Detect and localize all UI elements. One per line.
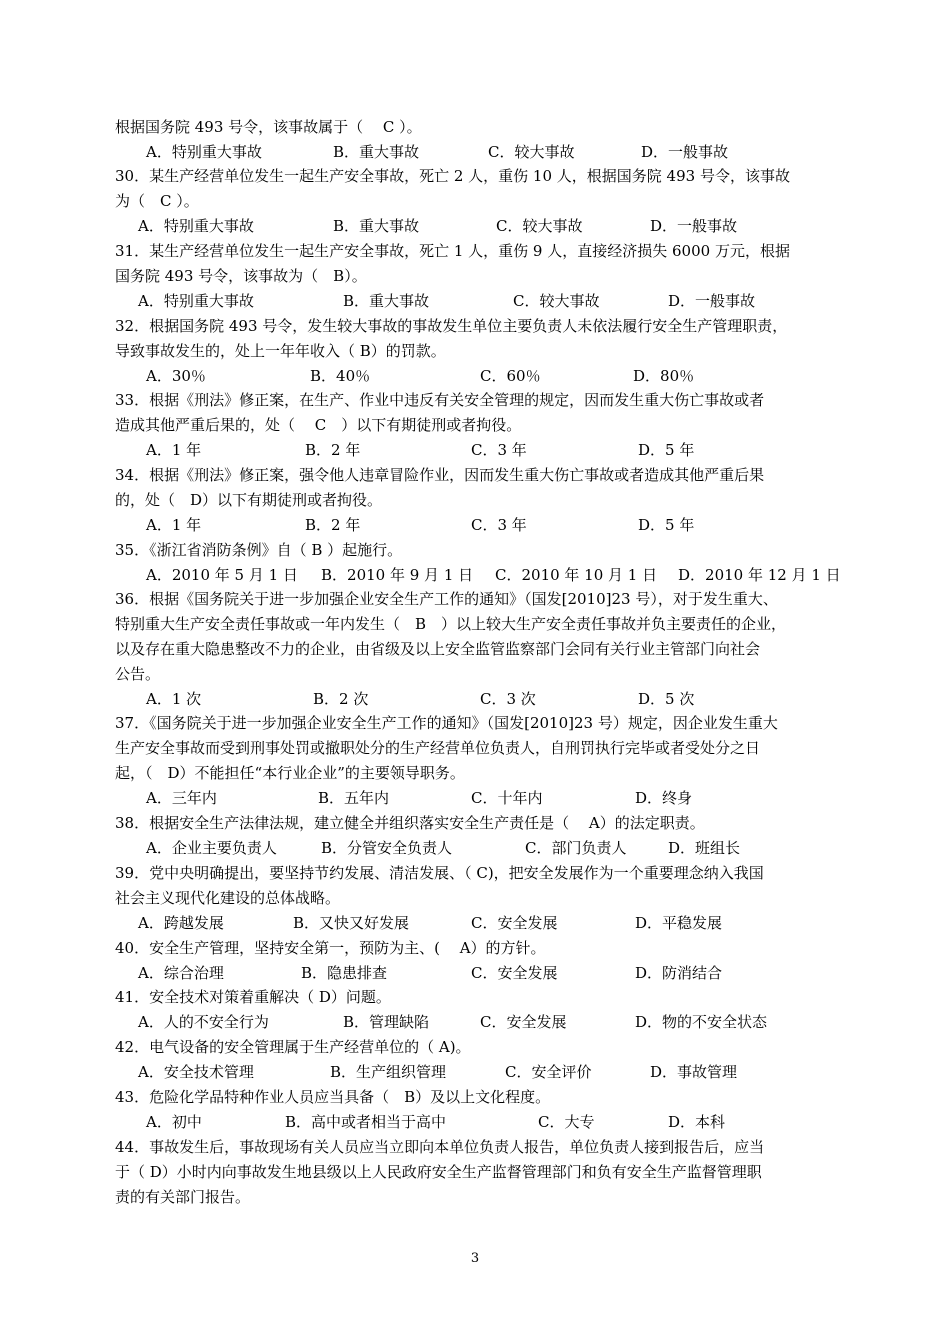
option-d: D．一般事故 (641, 143, 729, 161)
option-d: D．一般事故 (650, 217, 738, 235)
option-c: C．2010 年 10 月 1 日 (495, 566, 658, 584)
option-b: B．2 次 (313, 690, 369, 708)
option-a: A．1 年 (146, 441, 202, 459)
question-30: 30．某生产经营单位发生一起生产安全事故，死亡 2 人，重伤 10 人，根据国务院 493 号令，该事故 (115, 167, 790, 185)
option-b: B．重大事故 (333, 143, 420, 161)
option-b: B．重大事故 (333, 217, 420, 235)
question-text-line: 国务院 493 号令，该事故为（ B）。 (115, 267, 367, 285)
option-a: A．企业主要负责人 (146, 839, 277, 857)
question-37: 37．《国务院关于进一步加强企业安全生产工作的通知》（国发[2010]23 号）规定，因企业发生重大 (115, 714, 778, 732)
option-c: C．3 年 (471, 441, 527, 459)
option-d: D．终身 (635, 789, 693, 807)
question-40: 40．安全生产管理，坚持安全第一，预防为主、( A）的方针。 (115, 939, 546, 957)
question-text-line: 为（ C ）。 (115, 192, 199, 210)
option-c: C．较大事故 (488, 143, 575, 161)
question-text-line: 的，处（ D）以下有期徒刑或者拘役。 (115, 491, 383, 509)
option-b: B．五年内 (318, 789, 390, 807)
option-b: B．2010 年 9 月 1 日 (321, 566, 474, 584)
option-d: D．2010 年 12 月 1 日 (678, 566, 841, 584)
question-44: 44．事故发生后，事故现场有关人员应当立即向本单位负责人报告，单位负责人接到报告后，应当 (115, 1138, 765, 1156)
option-c: C．较大事故 (496, 217, 583, 235)
question-43: 43．危险化学品特种作业人员应当具备（ B）及以上文化程度。 (115, 1088, 551, 1106)
option-b: B．又快又好发展 (293, 914, 410, 932)
option-b: B．生产组织管理 (330, 1063, 447, 1081)
option-d: D．班组长 (668, 839, 741, 857)
question-text-line: 以及存在重大隐患整改不力的企业，由省级及以上安全监管监察部门会同有关行业主管部门向社会 (115, 640, 761, 658)
option-c: C．安全发展 (471, 964, 558, 982)
page-number: 3 (470, 1251, 480, 1266)
question-35: 35．《浙江省消防条例》自（ B ）起施行。 (115, 541, 403, 559)
option-b: B．管理缺陷 (343, 1013, 430, 1031)
option-b: B．40％ (310, 367, 371, 385)
option-a: A．特别重大事故 (146, 143, 262, 161)
option-a: A．30％ (146, 367, 206, 385)
option-a: A．1 次 (146, 690, 202, 708)
option-b: B．隐患排查 (301, 964, 388, 982)
option-a: A．安全技术管理 (138, 1063, 254, 1081)
option-c: C．大专 (538, 1113, 595, 1131)
option-d: D．事故管理 (650, 1063, 738, 1081)
option-d: D．平稳发展 (635, 914, 723, 932)
option-d: D．5 年 (638, 516, 695, 534)
question-31: 31．某生产经营单位发生一起生产安全事故，死亡 1 人，重伤 9 人，直接经济损失 6000 万元，根据 (115, 242, 790, 260)
question-text-line: 根据国务院 493 号令，该事故属于（ C ）。 (115, 118, 422, 136)
option-a: A．特别重大事故 (138, 217, 254, 235)
question-42: 42．电气设备的安全管理属于生产经营单位的（ A)。 (115, 1038, 471, 1056)
option-d: D．物的不安全状态 (635, 1013, 768, 1031)
option-b: B．2 年 (305, 516, 361, 534)
option-d: D．80％ (633, 367, 695, 385)
option-d: D．5 次 (638, 690, 695, 708)
option-b: B．分管安全负责人 (321, 839, 453, 857)
question-39: 39．党中央明确提出，要坚持节约发展、清洁发展、（ C)，把安全发展作为一个重要理念纳入我国 (115, 864, 764, 882)
option-a: A．人的不安全行为 (138, 1013, 269, 1031)
option-c: C．安全发展 (480, 1013, 567, 1031)
option-d: D．5 年 (638, 441, 695, 459)
question-text-line: 起，（ D）不能担任“本行业企业”的主要领导职务。 (115, 764, 465, 782)
option-c: C．安全发展 (471, 914, 558, 932)
option-c: C．60％ (480, 367, 541, 385)
option-d: D．防消结合 (635, 964, 723, 982)
option-c: C．3 年 (471, 516, 527, 534)
question-text-line: 责的有关部门报告。 (115, 1188, 251, 1206)
option-d: D．本科 (668, 1113, 726, 1131)
question-text-line: 特别重大生产安全责任事故或一年内发生（ B ）以上较大生产安全责任事故并负主要责任的企业， (115, 615, 787, 633)
question-36: 36．根据《国务院关于进一步加强企业安全生产工作的通知》（国发[2010]23 号），对于发生重大、 (115, 590, 778, 608)
question-text-line: 生产安全事故而受到刑事处罚或撤职处分的生产经营单位负责人，自刑罚执行完毕或者受处分之日 (115, 739, 761, 757)
question-text-line: 造成其他严重后果的，处（ C ）以下有期徒刑或者拘役。 (115, 416, 522, 434)
option-a: A．初中 (146, 1113, 202, 1131)
option-a: A．2010 年 5 月 1 日 (146, 566, 298, 584)
question-32: 32．根据国务院 493 号令，发生较大事故的事故发生单位主要负责人未依法履行安全生产管理职责， (115, 317, 788, 335)
option-b: B．2 年 (305, 441, 361, 459)
option-c: C．较大事故 (513, 292, 600, 310)
question-text-line: 于（ D）小时内向事故发生地县级以上人民政府安全生产监督管理部门和负有安全生产监督管理职 (115, 1163, 762, 1181)
question-text-line: 社会主义现代化建设的总体战略。 (115, 889, 341, 907)
option-a: A．三年内 (146, 789, 217, 807)
option-d: D．一般事故 (668, 292, 756, 310)
question-34: 34．根据《刑法》修正案，强令他人违章冒险作业，因而发生重大伤亡事故或者造成其他严重后果 (115, 466, 765, 484)
question-33: 33．根据《刑法》修正案，在生产、作业中违反有关安全管理的规定，因而发生重大伤亡事故或者 (115, 391, 765, 409)
option-c: C．部门负责人 (525, 839, 627, 857)
option-a: A．特别重大事故 (138, 292, 254, 310)
question-41: 41．安全技术对策着重解决（ D）问题。 (115, 988, 391, 1006)
option-a: A．跨越发展 (138, 914, 224, 932)
option-c: C．安全评价 (505, 1063, 592, 1081)
option-a: A．1 年 (146, 516, 202, 534)
option-c: C．3 次 (480, 690, 536, 708)
option-b: B．重大事故 (343, 292, 430, 310)
option-b: B．高中或者相当于高中 (285, 1113, 447, 1131)
option-a: A．综合治理 (138, 964, 224, 982)
question-text-line: 公告。 (115, 665, 161, 683)
question-text-line: 导致事故发生的，处上一年年收入（ B）的罚款。 (115, 342, 446, 360)
option-c: C．十年内 (471, 789, 543, 807)
question-38: 38．根据安全生产法律法规，建立健全并组织落实安全生产责任是（ A）的法定职责。 (115, 814, 705, 832)
